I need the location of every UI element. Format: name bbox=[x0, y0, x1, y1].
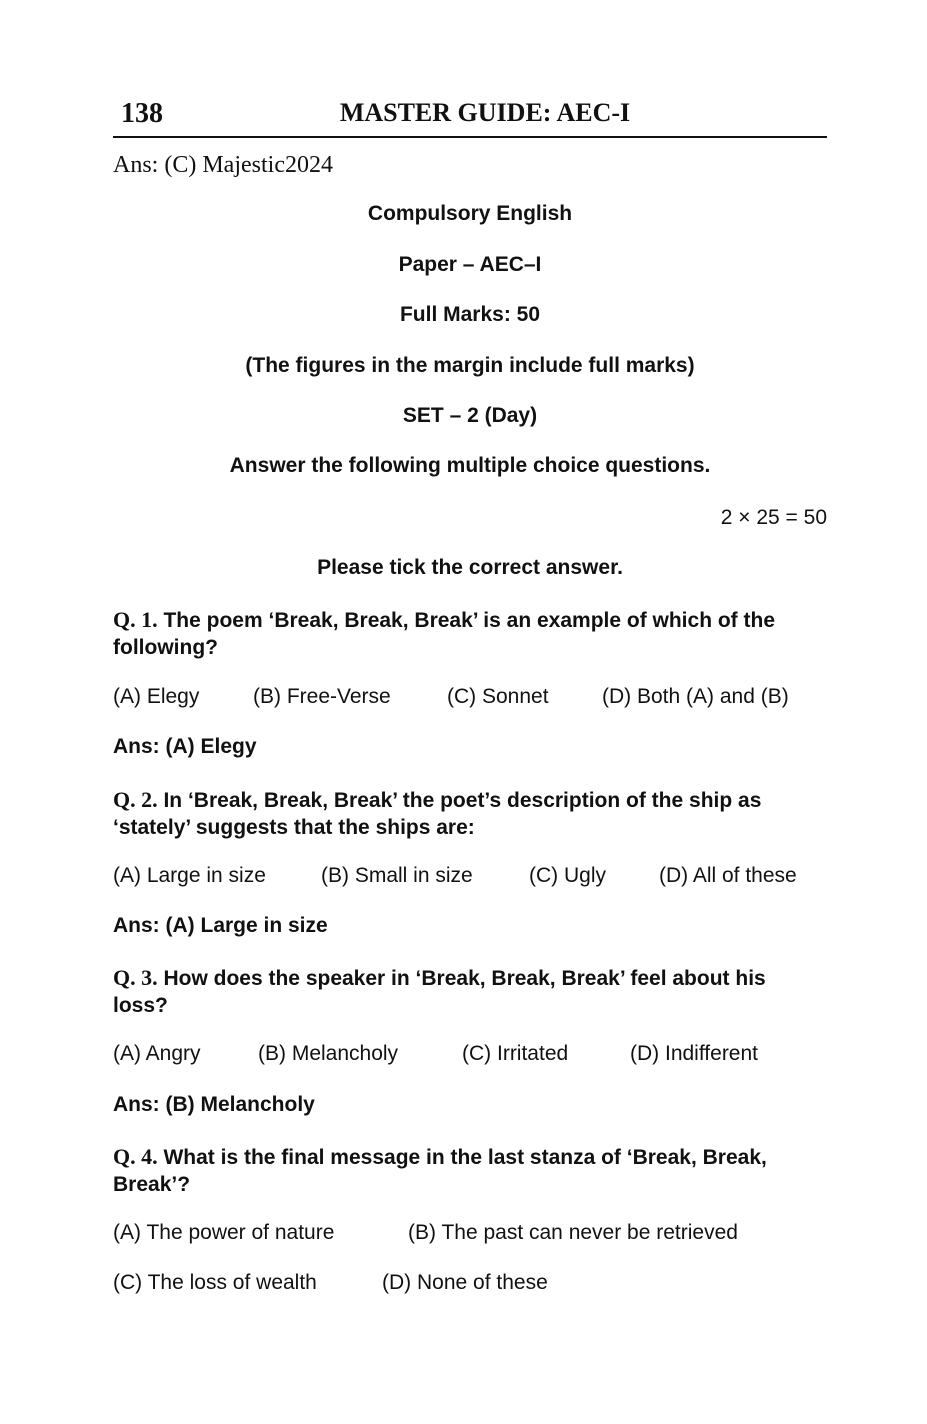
marks-formula: 2 × 25 = 50 bbox=[720, 506, 827, 529]
question-text-line1: What is the final message in the last stanza of ‘Break, Break, bbox=[163, 1146, 767, 1169]
subject-title: Compulsory English bbox=[367, 202, 573, 225]
option-c[interactable]: (C) Ugly bbox=[529, 864, 606, 887]
option-c[interactable]: (C) The loss of wealth bbox=[113, 1271, 317, 1294]
option-b[interactable]: (B) Melancholy bbox=[258, 1042, 399, 1065]
question-text-line2: ‘stately’ suggests that the ships are: bbox=[113, 816, 475, 839]
tick-instruction: Please tick the correct answer. bbox=[317, 556, 623, 579]
option-a[interactable]: (A) Large in size bbox=[113, 864, 266, 887]
option-b[interactable]: (B) Small in size bbox=[321, 864, 473, 887]
answer-q2: Ans: (A) Large in size bbox=[113, 914, 328, 937]
question-4 bbox=[113, 1143, 827, 1198]
full-marks: Full Marks: 50 bbox=[399, 303, 541, 326]
option-a[interactable]: (A) Elegy bbox=[113, 685, 200, 708]
previous-answer: Ans: (C) Majestic2024 bbox=[113, 152, 333, 178]
page-header bbox=[113, 96, 827, 138]
set-label: SET – 2 (Day) bbox=[402, 404, 538, 427]
options-q3 bbox=[113, 1042, 827, 1072]
question-2 bbox=[113, 786, 827, 841]
option-c[interactable]: (C) Irritated bbox=[462, 1042, 569, 1065]
option-c[interactable]: (C) Sonnet bbox=[447, 685, 549, 708]
running-title: MASTER GUIDE: AEC-I bbox=[339, 98, 631, 127]
option-d[interactable]: (D) All of these bbox=[659, 864, 797, 887]
page-number: 138 bbox=[121, 98, 163, 129]
question-text-line2: Break’? bbox=[113, 1173, 191, 1196]
option-b[interactable]: (B) Free-Verse bbox=[253, 685, 391, 708]
question-text-line1: In ‘Break, Break, Break’ the poet’s description of the ship as bbox=[163, 789, 762, 812]
question-number: Q. 1. bbox=[113, 607, 158, 632]
question-1 bbox=[113, 606, 827, 661]
options-q1 bbox=[113, 685, 827, 715]
question-number: Q. 4. bbox=[113, 1144, 158, 1169]
options-q4-row1 bbox=[113, 1221, 827, 1251]
question-text-line1: The poem ‘Break, Break, Break’ is an example of which of the bbox=[163, 609, 776, 632]
question-number: Q. 3. bbox=[113, 965, 158, 990]
question-text-line1: How does the speaker in ‘Break, Break, Break’ feel about his bbox=[163, 967, 766, 990]
options-q2 bbox=[113, 864, 827, 894]
options-q4-row2 bbox=[113, 1271, 827, 1301]
question-text-line2: following? bbox=[113, 636, 218, 659]
option-b[interactable]: (B) The past can never be retrieved bbox=[408, 1221, 738, 1244]
margin-note: (The figures in the margin include full marks) bbox=[245, 354, 695, 377]
paper-title: Paper – AEC–I bbox=[398, 253, 542, 276]
answer-q1: Ans: (A) Elegy bbox=[113, 735, 257, 758]
option-d[interactable]: (D) Indifferent bbox=[630, 1042, 758, 1065]
question-number: Q. 2. bbox=[113, 787, 158, 812]
option-a[interactable]: (A) The power of nature bbox=[113, 1221, 335, 1244]
option-d[interactable]: (D) None of these bbox=[382, 1271, 548, 1294]
question-text-line2: loss? bbox=[113, 994, 168, 1017]
answer-q3: Ans: (B) Melancholy bbox=[113, 1093, 315, 1116]
option-a[interactable]: (A) Angry bbox=[113, 1042, 201, 1065]
instruction: Answer the following multiple choice questions. bbox=[229, 454, 711, 477]
question-3 bbox=[113, 964, 827, 1019]
option-d[interactable]: (D) Both (A) and (B) bbox=[602, 685, 789, 708]
